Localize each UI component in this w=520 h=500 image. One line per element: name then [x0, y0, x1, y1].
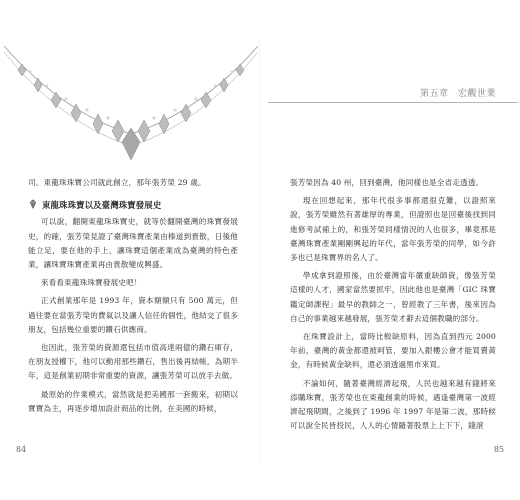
running-head: 第五章 宏觀世業 [419, 89, 496, 99]
diamond-necklace-icon [2, 42, 260, 172]
paragraph: 也因此，張芳榮的資源還包括市值高達兩億的鑽石庫存，在朋友授權下，他可以動用那些鑽石，售出後再結帳，為期半年，這是創業初期非常重要的資源，讓張芳榮可以放手去做。 [28, 343, 238, 381]
header-rule [268, 102, 518, 103]
paragraph: 張芳榮因為 40 州，回到臺灣，他同樣也是全省走透透。 [290, 178, 484, 187]
left-page [2, 30, 260, 460]
paragraph: 現在回想起來，那年代很多事都還很克難，以證照來說，張芳榮雖然有著雄厚的專業，但證照也是回臺後找到同進修考試補上的，和張芳榮同樣情況的人也很多，畢竟那是臺灣珠寶產業剛剛興起的年代，當年張芳榮的同學，如今許多也已是珠寶界的名人了。 [290, 196, 496, 263]
section-title-text: 東龍珠珠寶以及臺灣珠寶發展史 [42, 200, 162, 211]
intro-line: 司。東龍珠珠寶公司就此創立，那年張芳榮 29 歲。 [28, 178, 206, 187]
gutter-shadow [259, 40, 261, 460]
paragraph: 可以說，翻開東龍珠珠寶史，就等於翻開臺灣的珠寶發展史，的確，張芳榮見證了臺灣珠寶產業由榛道到貴散，日後他能立足，要在他的手上，讓珠寶這個產業成為臺灣的特色產業，讓珠寶珠寶產業再由貴散變成興盛。 [28, 217, 238, 270]
page-number-right: 85 [493, 445, 504, 454]
paragraph: 在珠寶設計上，當時比較缺原料，因為直到西元 2000 年前，臺灣的黃金都還被呵管，要加入銀樓公會才能買賣黃金，有時候黃金缺料，還必須透過黑市來買。 [290, 332, 496, 370]
paragraph: 最原始的作業模式，當然就是把美國那一套搬來，初期以寶寶為主，再逐步增加設計商品的比例，在美國的時候， [28, 389, 238, 413]
right-page [262, 30, 518, 460]
diamond-icon [28, 199, 38, 209]
left-body-text [28, 176, 238, 416]
section-title [28, 198, 238, 212]
paragraph: 正式創業那年是 1993 年，資本額額只有 500 萬元，但過往要在當張芳榮的費氣以及讓人信任的個性，他結交了很多朋友，包括幾位重要的鑽石供應商。 [28, 296, 238, 334]
page-number-left: 84 [16, 445, 27, 454]
right-body-text [290, 176, 496, 433]
paragraph: 學成拿到證照後，由於臺灣當年嚴重缺師資，像張芳榮這樣的人才，國家當然要抓牢，因此他也是臺灣「GIC 珠寶鑑定師課程」最早的教師之一，曾經教了三年書，後來因為自己的事業越來越發展，張芳榮才辭去這個教職的部分。 [290, 271, 496, 323]
paragraph: 不論如何，隨著臺灣經濟起飛，人民也越來越有錢將來添購珠寶，張芳榮也在東龍創業的時候，遇逢臺灣第一波經濟起飛期間，之後到了 1996 年 1997 年是第二波，那時候可以說全民皆投民，人人的心情隨著股票上上下下，錢滾 [290, 378, 496, 431]
paragraph: 來看看東龍珠珠寶發展史吧！ [40, 278, 142, 288]
